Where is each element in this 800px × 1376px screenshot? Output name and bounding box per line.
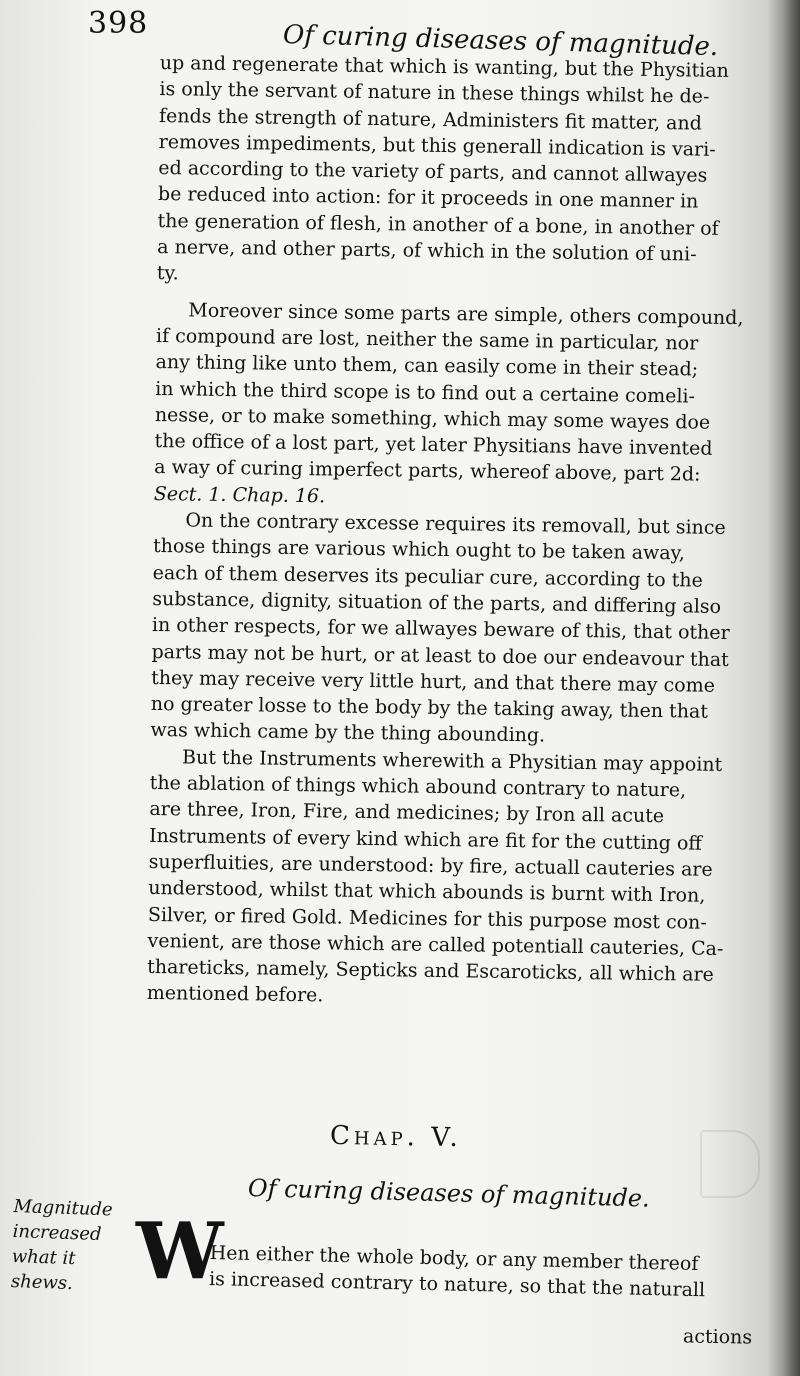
text-line: removes impediments, but this generall indication is vari- <box>158 130 716 161</box>
page-number: 398 <box>88 6 149 41</box>
text-line: each of them deserves its peculiar cure, according to the <box>152 561 703 592</box>
text-line: Sect. 1. Chap. 16. <box>153 482 326 508</box>
text-line: fends the strength of nature, Administers fit matter, and <box>158 104 702 135</box>
text-line: any thing like unto them, can easily come in their stead; <box>155 351 699 381</box>
page-header <box>88 6 728 63</box>
text-line: are three, Iron, Fire, and medicines; by Iron all acute <box>149 798 665 828</box>
text-line: nesse, or to make something, which may some wayes doe <box>154 403 711 434</box>
text-line: mentioned before. <box>146 982 324 1007</box>
text-line: the ablation of things which abound contrary to nature, <box>149 771 687 802</box>
text-line: the generation of flesh, in another of a bone, in another of <box>157 209 719 240</box>
text-line: On the contrary excesse requires its removall, but since <box>185 509 726 539</box>
text-line: no greater losse to the body by the taking away, then that <box>150 693 709 723</box>
text-line: Silver, or fired Gold. Medicines for this purpose most con- <box>147 903 707 934</box>
text-line: a way of curing imperfect parts, whereof above, part 2d: <box>154 456 701 487</box>
page-edge-shadow <box>768 0 800 1376</box>
opening-line: Hen either the whole body, or any member thereof <box>209 1241 699 1276</box>
text-line: parts may not be hurt, or at least to doe our endeavour that <box>151 640 729 671</box>
chapter-opening-text <box>209 1240 770 1305</box>
text-line: But the Instruments wherewith a Physitian may appoint <box>181 746 723 776</box>
text-line: they may receive very little hurt, and that there may come <box>151 666 716 697</box>
text-line: in which the third scope is to find out a certaine comeli- <box>155 377 696 408</box>
margin-note-line: shews. <box>10 1270 74 1295</box>
text-line: those things are various which ought to be taken away, <box>152 535 686 565</box>
chapter-title: Chap. V. <box>329 1120 462 1154</box>
margin-note-line: what it <box>11 1245 76 1270</box>
text-line: superfluities, are understood: by fire, actuall cauteries are <box>148 850 713 881</box>
text-line: in other respects, for we allwayes beware of this, that other <box>151 614 730 645</box>
text-line: ty. <box>156 262 179 285</box>
text-line: Instruments of every kind which are fit for the cutting off <box>148 824 703 855</box>
margin-note-line: Magnitude <box>13 1195 113 1221</box>
catchword: actions <box>682 1325 753 1349</box>
chapter-subtitle: Of curing diseases of magnitude. <box>247 1174 651 1213</box>
text-line: was which came by the thing abounding. <box>150 719 546 747</box>
text-line: Moreover since some parts are simple, others compound, <box>188 299 744 329</box>
running-head: Of curing diseases of magnitude. <box>282 20 719 63</box>
text-line: the office of a lost part, yet later Physitians have invented <box>154 430 713 460</box>
text-line: be reduced into action: for it proceeds in one manner in <box>157 183 699 214</box>
text-line: substance, dignity, situation of the parts, and differing also <box>152 587 722 618</box>
text-line: up and regenerate that which is wanting, but the Physitian <box>159 51 730 82</box>
text-line: a nerve, and other parts, of which in the solution of uni- <box>157 236 697 266</box>
text-line: venient, are those which are called potentiall cauteries, Ca- <box>147 929 724 960</box>
text-line: if compound are lost, neither the same in particular, nor <box>155 324 699 355</box>
opening-line: is increased contrary to nature, so that the naturall <box>208 1268 706 1302</box>
margin-note <box>11 1194 132 1298</box>
text-line: thareticks, namely, Septicks and Escaroticks, all which are <box>147 956 715 986</box>
body-text <box>147 50 770 1015</box>
show-through-mark <box>700 1130 760 1198</box>
text-line: is only the servant of nature in these things whilst he de- <box>159 78 710 108</box>
margin-note-line: increased <box>12 1220 102 1246</box>
text-line: understood, whilst that which abounds is burnt with Iron, <box>148 877 706 907</box>
text-line: ed according to the variety of parts, and cannot allwayes <box>158 157 708 187</box>
drop-cap: W <box>136 1206 224 1297</box>
